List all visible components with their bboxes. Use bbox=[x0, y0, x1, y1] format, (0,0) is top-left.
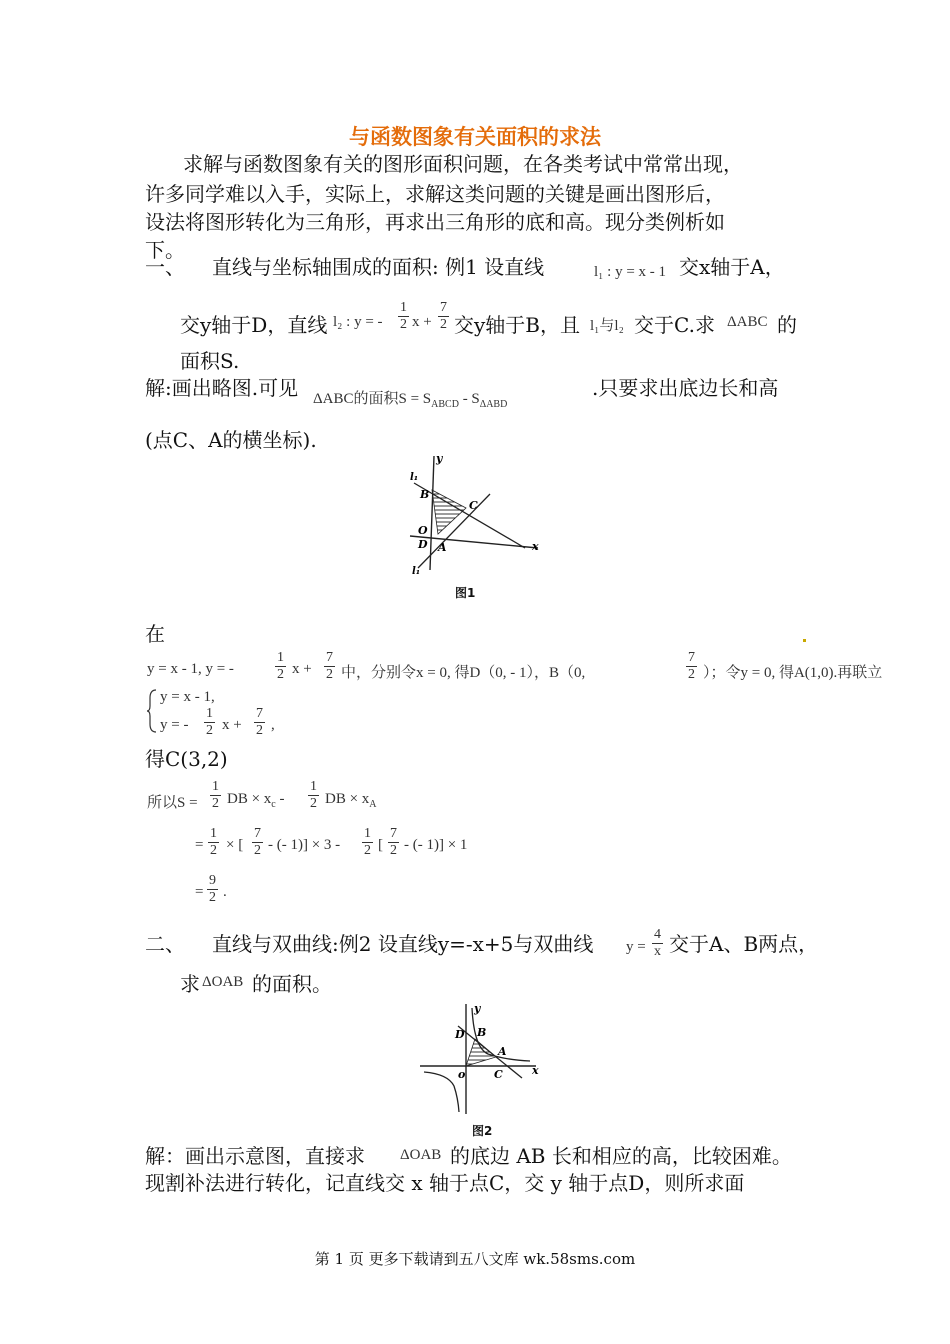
fig1-y-label: y bbox=[436, 452, 443, 465]
area-eq3-a: = bbox=[195, 884, 204, 900]
fig1-x-axis bbox=[410, 536, 538, 548]
fig2-y-label: y bbox=[474, 1002, 481, 1015]
area-eq3-frac: $\frac{9}{2}$ bbox=[209, 873, 216, 905]
section1-l2-frac1: $\frac{1}{2}$ bbox=[400, 300, 407, 332]
solution2-a: 解：画出示意图，直接求 bbox=[145, 1144, 365, 1168]
area-eq-c: DB × $x_A$ bbox=[325, 791, 377, 810]
fig1-l1b-label: l₁ bbox=[412, 566, 421, 576]
intro-line-1: 求解与函数图象有关的图形面积问题，在各类考试中常常出现， bbox=[183, 152, 743, 176]
area-eq2-b: × [ bbox=[226, 837, 244, 853]
figure-1 bbox=[400, 448, 550, 576]
section2-heading: 直线与双曲线:例2 设直线y=-x+5与双曲线 bbox=[212, 932, 594, 956]
intro-line-2: 许多同学难以入手，实际上，求解这类问题的关键是画出图形后， bbox=[145, 182, 725, 206]
section1-line2-b: 交y轴于B，且 bbox=[454, 313, 580, 337]
intro-line-3: 设法将图形转化为三角形，再求出三角形的底和高。现分类例析如 bbox=[145, 210, 725, 234]
area-eq2-frac2: $\frac{7}{2}$ bbox=[254, 826, 261, 858]
fig2-B-label: B bbox=[477, 1026, 487, 1039]
fig1-O-label: O bbox=[418, 524, 428, 537]
figure-1-caption: 图1 bbox=[455, 586, 476, 600]
system-brace bbox=[146, 688, 158, 734]
fig1-x-label: x bbox=[532, 540, 539, 553]
calc1-a: y = x - 1, y = - bbox=[147, 661, 234, 677]
section1-line3: 面积S. bbox=[180, 349, 240, 373]
fig1-A-label: A bbox=[438, 541, 447, 554]
area-eq-frac1: $\frac{1}{2}$ bbox=[212, 779, 219, 811]
solution2-line2: 现割补法进行转化，记直线交 x 轴于点C，交 y 轴于点D，则所求面 bbox=[145, 1171, 745, 1195]
fig2-A-label: A bbox=[498, 1045, 507, 1058]
section1-line2-d: 的 bbox=[777, 313, 797, 337]
figure-2 bbox=[418, 998, 542, 1118]
system-eq2-frac1: $\frac{1}{2}$ bbox=[206, 706, 213, 738]
fig1-C-label: C bbox=[469, 499, 478, 512]
area-eq2-frac3: $\frac{1}{2}$ bbox=[364, 826, 371, 858]
section2-hyperbola-y: y = bbox=[626, 939, 646, 955]
area-eq-frac2: $\frac{1}{2}$ bbox=[310, 779, 317, 811]
section2-hyperbola-frac: $\frac{4}{x}$ bbox=[654, 927, 661, 959]
section2-line2-a: 求 bbox=[180, 972, 200, 996]
section1-tail: 交x轴于A， bbox=[679, 255, 785, 279]
section1-line2-a: 交y轴于D，直线 bbox=[180, 313, 328, 337]
area-eq2-d: [ bbox=[378, 837, 383, 853]
area-eq2-e: - (- 1)] × 1 bbox=[404, 837, 468, 853]
calc1-d: ）；令y = 0, 得A(1,0).再联立 bbox=[703, 665, 883, 681]
system-eq2-frac2: $\frac{7}{2}$ bbox=[256, 706, 263, 738]
decorative-dot bbox=[803, 639, 806, 642]
fig2-C-label: C bbox=[494, 1068, 503, 1081]
figure-2-caption: 图2 bbox=[472, 1124, 493, 1138]
section1-line2-c: 交于C.求 bbox=[634, 313, 715, 337]
fig2-O-label: o bbox=[458, 1068, 466, 1081]
area-eq-a: 所以S = bbox=[147, 795, 198, 811]
calc1-c: 中，分别令x = 0, 得D（0, - 1），B（0, bbox=[341, 665, 586, 681]
fig2-D-label: D bbox=[455, 1028, 465, 1041]
section2-number: 二、 bbox=[145, 932, 185, 956]
solution2-b: 的底边 AB 长和相应的高，比较困难。 bbox=[450, 1144, 792, 1168]
calc1-frac3: $\frac{7}{2}$ bbox=[688, 650, 695, 682]
area-eq3-b: . bbox=[223, 884, 227, 900]
area-eq2-frac1: $\frac{1}{2}$ bbox=[210, 826, 217, 858]
section1-l2-label: l₂ : y = - bbox=[333, 314, 383, 330]
section1-l1l2: l₁与l₂ bbox=[590, 318, 624, 334]
fig1-l1-label: l₁ bbox=[410, 472, 419, 483]
solution1-c: (点C、A的横坐标). bbox=[145, 428, 317, 452]
system-eq2-a: y = - bbox=[160, 717, 189, 733]
area-eq2-frac4: $\frac{7}{2}$ bbox=[390, 826, 397, 858]
area-eq-b: DB × $x_c$ - bbox=[227, 791, 285, 810]
area-eq2-a: = bbox=[195, 837, 204, 853]
calc1-frac1: $\frac{1}{2}$ bbox=[277, 650, 284, 682]
section1-number: 一、 bbox=[145, 255, 185, 279]
section1-l1-equation: l₁ : y = x - 1 bbox=[594, 264, 667, 280]
system-eq2-b: x + bbox=[222, 717, 242, 733]
fig1-B-label: B bbox=[420, 488, 430, 501]
calc1-frac2: $\frac{7}{2}$ bbox=[326, 650, 333, 682]
page-title: 与函数图象有关面积的求法 bbox=[349, 125, 601, 149]
in-text: 在 bbox=[145, 622, 165, 646]
solution1-b: .只要求出底边长和高 bbox=[592, 376, 779, 400]
solution2-triangle: ΔOAB bbox=[400, 1147, 442, 1163]
section1-heading: 直线与坐标轴围成的面积: 例1 设直线 bbox=[212, 255, 545, 279]
fig1-shaded-triangle bbox=[432, 490, 466, 534]
solution1-formula: ΔABC的面积$S = S_{ABCD} - S_{\Delta ABD}$ bbox=[313, 391, 508, 410]
fig2-hyperbola-branch2 bbox=[424, 1072, 459, 1112]
section2-line2-b: 的面积。 bbox=[252, 972, 332, 996]
section1-triangle: ΔABC bbox=[727, 314, 768, 330]
fig1-D-label: D bbox=[418, 538, 428, 551]
page-footer: 第 1 页 更多下载请到五八文库 wk.58sms.com bbox=[314, 1250, 636, 1268]
system-eq1: y = x - 1, bbox=[160, 689, 215, 705]
section1-l2-mid: x + bbox=[412, 314, 432, 330]
intro-line-4: 下。 bbox=[145, 238, 185, 262]
section2-tail: 交于A、B两点， bbox=[669, 932, 819, 956]
section1-l2-frac2: $\frac{7}{2}$ bbox=[440, 300, 447, 332]
area-eq2-c: - (- 1)] × 3 - bbox=[268, 837, 341, 853]
fig2-x-label: x bbox=[532, 1064, 539, 1077]
solution1-a: 解:画出略图.可见 bbox=[145, 376, 299, 400]
section2-triangle: ΔOAB bbox=[202, 974, 244, 990]
result-C: 得C(3,2) bbox=[145, 747, 228, 771]
system-eq2-c: , bbox=[271, 717, 275, 733]
calc1-b: x + bbox=[292, 661, 312, 677]
